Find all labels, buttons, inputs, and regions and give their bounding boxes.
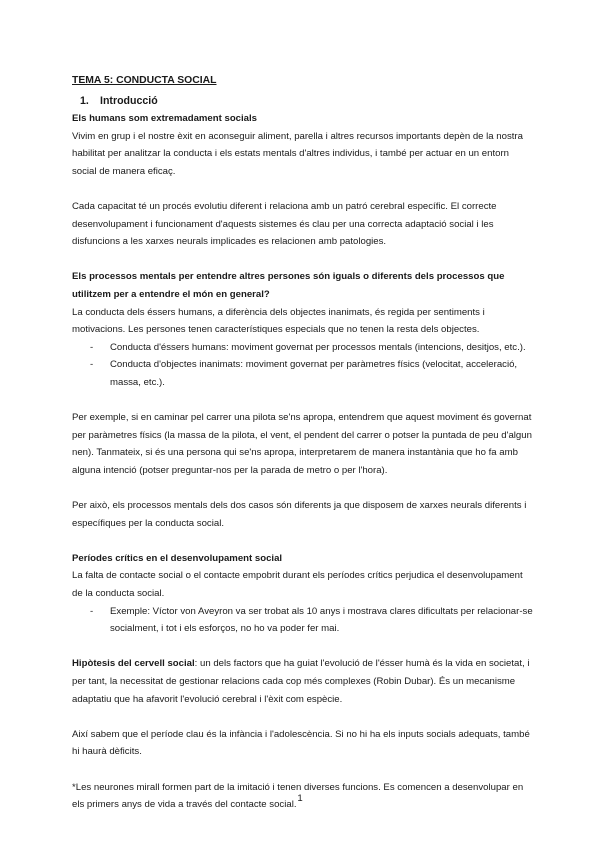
bullet-list: [72, 339, 534, 392]
social-brain-term: Hipòtesis del cervell social: [72, 658, 195, 670]
paragraph: Vivim en grup i el nostre èxit en aconseguir aliment, parella i altres recursos importants depèn de la nostra habilitat per analitzar la conducta i els estats mentals d'altres individus, i també per actuar en un entorn social de manera eficaç.: [72, 130, 523, 177]
bullet-list: [72, 603, 534, 638]
list-item: - Conducta d'éssers humans: moviment governat per processos mentals (intencions, desitjos, etc.).: [90, 339, 534, 357]
footnote-paragraph: *Les neurones mirall formen part de la imitació i tenen diverses funcions. Es comencen a desenvolupar en els primers anys de vida a través del contacte social.: [72, 781, 524, 811]
paragraph: La falta de contacte social o el contacte empobrit durant els períodes crítics perjudica el desenvolupament de la conducta social.: [72, 570, 523, 600]
paragraph-social-brain: [72, 655, 534, 708]
social-brain-text: : un dels factors que ha guiat l'evolució de l'ésser humà és la vida en societat, i per tant, la necessitat de gestionar relacions cada cop més complexes (Robin Dubar). És un mecanisme adaptatiu que ha afavorit l'evolució cerebral i l'èxit com espècie.: [72, 658, 530, 705]
subheading-mental-processes: Els processos mentals per entendre altres persones són iguals o diferents dels processos que utilitzem per a entendre el món en general?: [72, 271, 505, 300]
paragraph: Per exemple, si en caminar pel carrer una pilota se'ns apropa, entendrem que aquest moviment és governat per paràmetres físics (la massa de la pilota, el vent, el pendent del carrer o potser la puntada de peu d'algun nen). Tanmateix, si és una persona qui se'ns apropa, interpretarem de manera instantània que ho fa amb alguna intenció (potser preguntar-nos per la parada de metro o per l'hora).: [72, 412, 532, 476]
section-heading: [72, 92, 534, 110]
paragraph: Així sabem que el període clau és la infància i l'adolescència. Si no hi ha els inputs socials adequats, també hi haurà dèficits.: [72, 728, 530, 758]
page-content: [72, 72, 534, 814]
paragraph: Cada capacitat té un procés evolutiu diferent i relaciona amb un patró cerebral específic. El correcte desenvolupament i funcionament d'aquests sistemes és clau per una correcta adaptació social i les disfuncions a les xarxes neurals implicades es relacionen amb patologies.: [72, 200, 497, 248]
paragraph: La conducta dels éssers humans, a diferència dels objectes inanimats, és regida per sentiments i motivacions. Les persones tenen característiques especials que no tenen la resta dels objectes.: [72, 306, 485, 336]
document-title: TEMA 5: CONDUCTA SOCIAL: [72, 75, 217, 86]
page-number: 1: [297, 793, 303, 804]
subheading-critical-periods: Períodes crítics en el desenvolupament social: [72, 552, 283, 564]
subheading-social-humans: Els humans som extremadament socials: [72, 113, 258, 124]
paragraph: Per això, els processos mentals dels dos casos són diferents ja que disposem de xarxes neurals diferents i específiques per la conducta social.: [72, 500, 527, 529]
list-item: - Conducta d'objectes inanimats: moviment governat per paràmetres físics (velocitat, acceleració, massa, etc.).: [90, 356, 534, 391]
section-title: Introducció: [100, 95, 158, 107]
section-number: 1.: [80, 95, 89, 107]
list-item: - Exemple: Víctor von Aveyron va ser trobat als 10 anys i mostrava clares dificultats per relacionar-se socialment, i tot i els esforços, no ho va poder fer mai.: [90, 603, 534, 638]
